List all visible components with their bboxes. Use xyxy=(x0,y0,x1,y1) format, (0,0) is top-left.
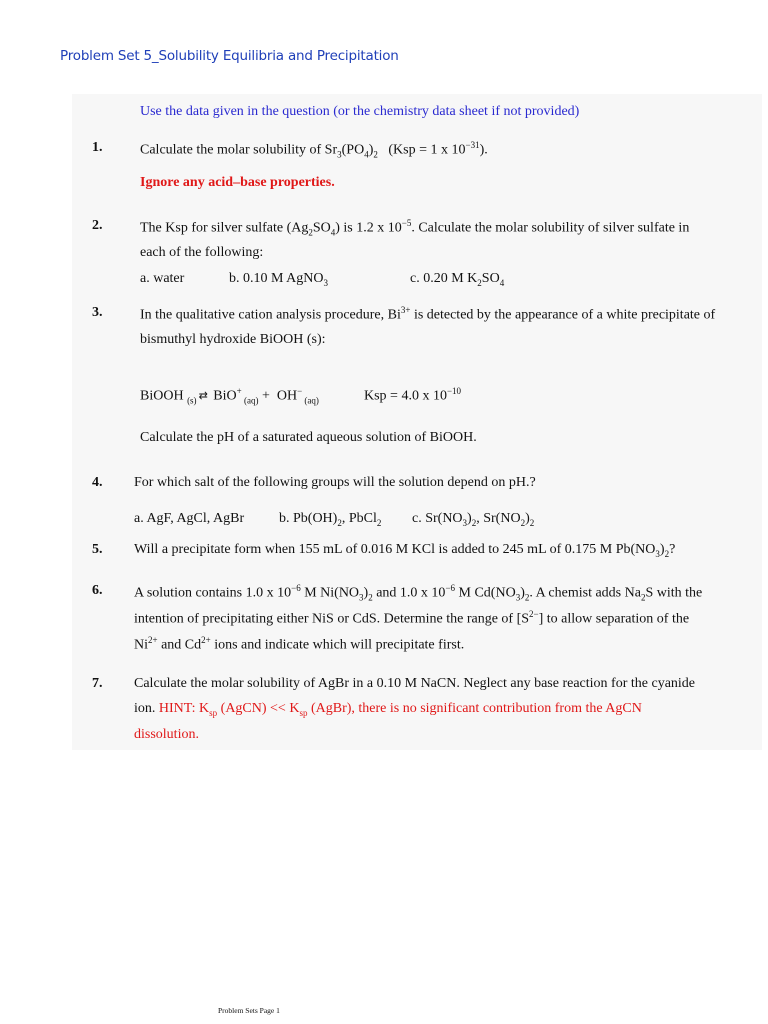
question-1-note: Ignore any acid–base properties. xyxy=(140,175,335,190)
question-2-line-2: each of the following: xyxy=(140,245,264,260)
question-7-line-3: dissolution. xyxy=(134,727,199,742)
question-number-4: 4. xyxy=(92,475,103,490)
question-2-option-c: c. 0.20 M $K_2SO_4$ xyxy=(410,271,505,288)
question-6-line-3: $Ni^{2+}$ and $Cd^{2+}$ ions and indicate which will precipitate first. xyxy=(134,635,465,653)
question-3-equation: BiOOH $_{(s)}$ ⇄ BiO+ $_{(aq)}$ + OH− $_{(aq)}$ xyxy=(140,386,319,406)
question-6-line-1: A solution contains 1.0 x $10^{-6}$ M $Ni(NO_3)_2$ and 1.0 x $10^{-6}$ M $Cd(NO_3)_2$. A chemist adds $Na_2S$ with the xyxy=(134,583,703,603)
question-3-line-3: Calculate the pH of a saturated aqueous solution of BiOOH. xyxy=(140,430,477,445)
question-7-line-2: ion. HINT: $K_{sp}$ (AgCN) << $K_{sp}$ (AgBr), there is no significant contribution from the AgCN xyxy=(134,701,642,718)
question-6-line-2: intention of precipitating either NiS or CdS. Determine the range of $[S^{2-}]$ to allow separation of the xyxy=(134,609,690,627)
question-number-7: 7. xyxy=(92,676,103,691)
question-3-line-1: In the qualitative cation analysis procedure, $Bi^{3+}$ is detected by the appearance of a white precipitate of xyxy=(140,305,716,323)
question-number-1: 1. xyxy=(92,140,103,155)
question-3-line-2: bismuthyl hydroxide BiOOH (s): xyxy=(140,332,326,347)
question-number-3: 3. xyxy=(92,305,103,320)
question-4-option-b: b. $Pb(OH)_2$, PbCl$_2$ xyxy=(279,511,382,528)
question-1-text: Calculate the molar solubility of $Sr_3(PO_4)_2$ (Ksp = 1 x $10^{-31}$). xyxy=(140,140,488,160)
question-4-option-a: a. AgF, AgCl, AgBr xyxy=(134,511,245,526)
question-number-6: 6. xyxy=(92,583,103,598)
question-number-2: 2. xyxy=(92,218,103,233)
question-2-option-b: b. 0.10 M AgNO$_3$ xyxy=(229,271,329,288)
question-4-text: For which salt of the following groups will the solution depend on pH.? xyxy=(134,475,536,490)
question-number-5: 5. xyxy=(92,542,103,557)
question-5-text: Will a precipitate form when 155 mL of 0.016 M KCl is added to 245 mL of 0.175 M $Pb(NO_3)_2$? xyxy=(134,542,676,559)
page-title: Problem Set 5_Solubility Equilibria and Precipitation xyxy=(60,48,399,64)
question-2-line-1: The Ksp for silver sulfate $(Ag_2SO_4)$ is 1.2 x $10^{-5}$. Calculate the molar solubility of silver sulfate in xyxy=(140,218,690,238)
equilibrium-arrows-icon: ⇄ xyxy=(198,389,208,402)
page-footer: Problem Sets Page 1 xyxy=(218,1006,280,1015)
question-4-option-c: c. $Sr(NO_3)_2$, $Sr(NO_2)_2$ xyxy=(412,511,535,528)
question-7-hint: HINT: $K_{sp}$ (AgCN) << $K_{sp}$ (AgBr), there is no significant contribution from the AgCN xyxy=(158,701,642,718)
question-7-line-1: Calculate the molar solubility of AgBr in a 0.10 M NaCN. Neglect any base reaction for the cyanide xyxy=(134,676,696,691)
question-3-ksp: Ksp = 4.0 x $10^{-10}$ xyxy=(364,386,462,404)
instructions-text: Use the data given in the question (or the chemistry data sheet if not provided) xyxy=(140,104,580,119)
question-2-option-a: a. water xyxy=(140,271,185,286)
